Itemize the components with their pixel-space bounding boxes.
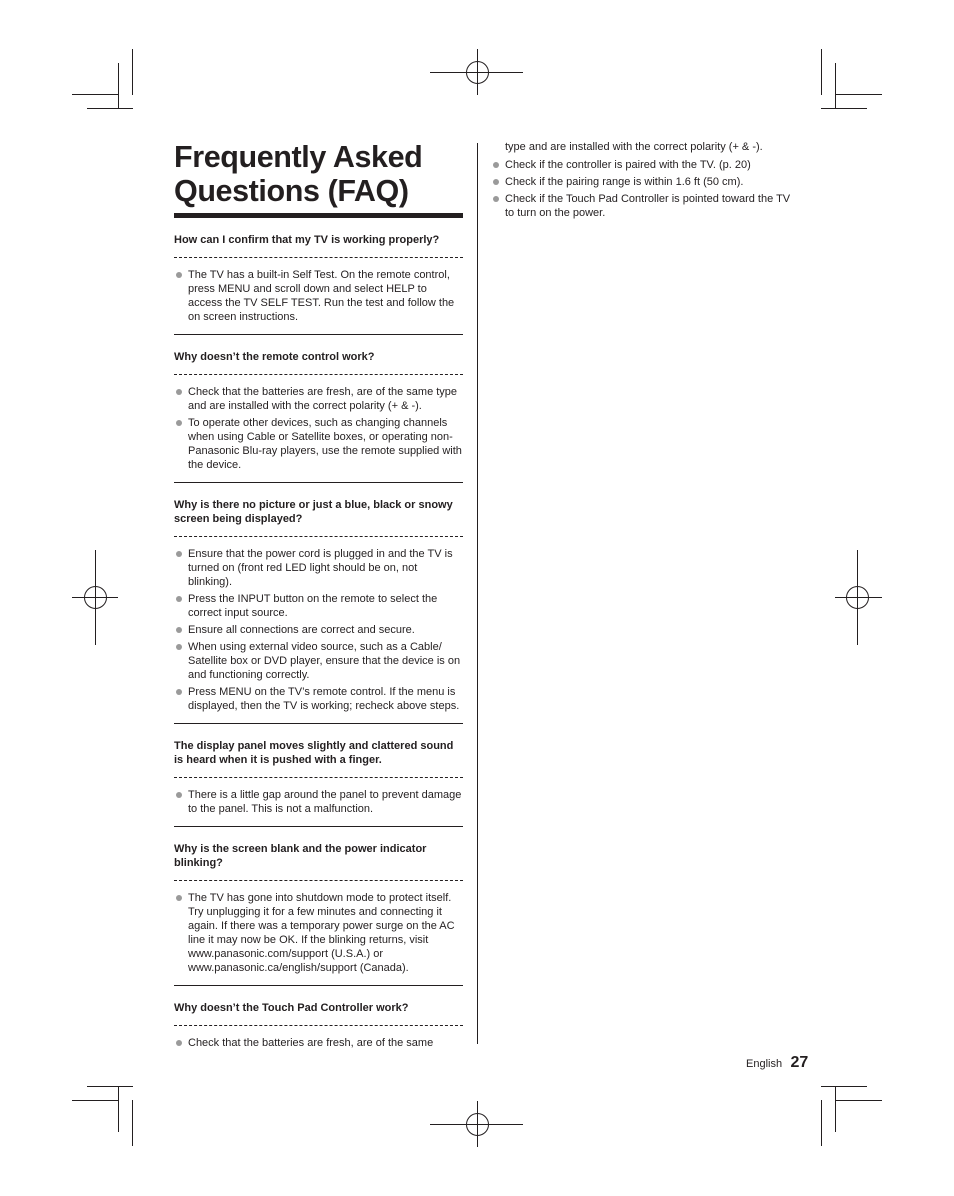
faq-section-no-picture xyxy=(174,483,463,724)
faq-answer-item: When using external video source, such as a Cable/ Satellite box or DVD player, ensure that the device is on and functioning correctly. xyxy=(174,640,463,682)
page-title-line-2: Questions (FAQ) xyxy=(174,174,409,208)
bullet-icon xyxy=(176,272,182,278)
faq-answer-item: Check if the Touch Pad Controller is pointed toward the TV to turn on the power. xyxy=(491,192,791,220)
faq-answer-item: Ensure all connections are correct and secure. xyxy=(174,623,463,637)
bullet-icon xyxy=(176,627,182,633)
faq-question: Why doesn’t the Touch Pad Controller work? xyxy=(174,1002,409,1014)
right-column xyxy=(491,140,791,230)
footer-language: English xyxy=(746,1058,783,1070)
faq-answer-item: Check if the pairing range is within 1.6 ft (50 cm). xyxy=(491,175,791,189)
page-title xyxy=(174,140,464,208)
faq-question: Why is the screen blank and the power indicator blinking? xyxy=(174,843,427,869)
faq-question: How can I confirm that my TV is working properly? xyxy=(174,234,440,246)
faq-answer-list-continued xyxy=(491,154,791,230)
faq-answer-item: Check that the batteries are fresh, are of the same xyxy=(174,1036,463,1050)
faq-answer-item: To operate other devices, such as changing channels when using Cable or Satellite boxes, or operating non-Panasonic Blu-ray players, use the remote supplied with the device. xyxy=(174,416,463,472)
faq-section-tv-working xyxy=(174,218,463,335)
faq-answer-item: The TV has a built-in Self Test. On the remote control, press MENU and scroll down and select HELP to access the TV SELF TEST. Run the test and follow the on screen instructions. xyxy=(174,268,463,324)
faq-answer-list xyxy=(174,778,463,826)
bullet-icon xyxy=(493,196,499,202)
faq-answer-item: Check if the controller is paired with the TV. (p. 20) xyxy=(491,158,791,172)
faq-answer-item: The TV has gone into shutdown mode to protect itself. Try unplugging it for a few minutes and connecting it again. If there was a temporary power surge on the AC line it may now be OK. If the blinking returns, visit www.panasonic.com/support (U.S.A.) or www.panasonic.ca/english/support (Canada). xyxy=(174,891,463,975)
bullet-icon xyxy=(176,1040,182,1046)
faq-answer-item: There is a little gap around the panel to prevent damage to the panel. This is not a malfunction. xyxy=(174,788,463,816)
faq-question: Why is there no picture or just a blue, black or snowy screen being displayed? xyxy=(174,499,453,525)
page-footer xyxy=(746,1054,808,1072)
faq-section-remote-control xyxy=(174,335,463,483)
faq-question: The display panel moves slightly and clattered sound is heard when it is pushed with a finger. xyxy=(174,740,454,766)
faq-answer-item: Ensure that the power cord is plugged in and the TV is turned on (front red LED light should be on, not blinking). xyxy=(174,547,463,589)
faq-answer-item: Press the INPUT button on the remote to select the correct input source. xyxy=(174,592,463,620)
bullet-icon xyxy=(176,644,182,650)
faq-question: Why doesn’t the remote control work? xyxy=(174,351,375,363)
faq-answer-item: Check that the batteries are fresh, are of the same type and are installed with the correct polarity (+ & -). xyxy=(174,385,463,413)
column-divider xyxy=(477,143,478,1044)
bullet-icon xyxy=(176,389,182,395)
faq-answer-continuation: type and are installed with the correct polarity (+ & -). xyxy=(505,141,763,153)
faq-answer-list xyxy=(174,375,463,482)
bullet-icon xyxy=(493,162,499,168)
bullet-icon xyxy=(176,792,182,798)
bullet-icon xyxy=(176,420,182,426)
faq-section-screen-blank xyxy=(174,827,463,986)
faq-section-panel-moves xyxy=(174,724,463,827)
bullet-icon xyxy=(493,179,499,185)
bullet-icon xyxy=(176,689,182,695)
faq-answer-list xyxy=(174,1026,463,1060)
bullet-icon xyxy=(176,596,182,602)
faq-answer-list xyxy=(174,881,463,985)
faq-section-touch-pad xyxy=(174,986,463,1060)
page-number: 27 xyxy=(790,1054,809,1071)
faq-answer-list xyxy=(174,258,463,334)
faq-answer-item: Press MENU on the TV’s remote control. If the menu is displayed, then the TV is working; recheck above steps. xyxy=(174,685,463,713)
left-column xyxy=(174,140,464,1060)
faq-answer-list xyxy=(174,537,463,723)
page-title-line-1: Frequently Asked xyxy=(174,140,423,174)
bullet-icon xyxy=(176,551,182,557)
bullet-icon xyxy=(176,895,182,901)
